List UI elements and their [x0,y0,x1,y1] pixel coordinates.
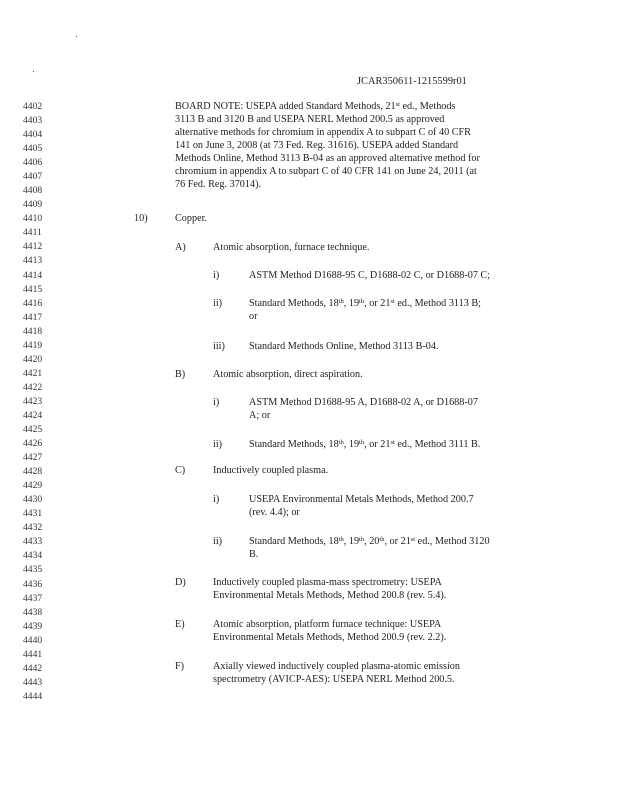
line-number: 4410 [23,213,43,225]
item-line: or [249,311,258,322]
line-number: 4437 [23,592,43,604]
item-line: ASTM Method D1688-95 A, D1688-02 A, or D1688-07 [249,397,478,408]
line-number: 4402 [23,101,43,112]
subsection-line: Environmental Metals Methods, Method 200.8 (rev. 5.4). [213,590,447,601]
subsection-line: Inductively coupled plasma-mass spectrometry: USEPA [213,577,442,588]
line-number: 4408 [23,185,43,197]
line-number: 4421 [23,367,43,379]
scan-speck [33,71,34,72]
line-number: 4416 [23,297,43,309]
line-number: 4404 [23,129,43,141]
line-number: 4424 [23,409,43,421]
line-number: 4413 [23,255,43,267]
subsection-label: C) [175,465,186,476]
section-number: 10) [134,213,148,224]
line-number: 4443 [23,676,43,688]
item-line: Standard Methods, 18th, 19th, or 21st ed., Method 3111 B. [249,439,481,450]
item-line: (rev. 4.4); or [249,507,300,518]
line-number: 4403 [23,115,43,127]
line-number: 4440 [23,634,43,646]
board-note-line: BOARD NOTE: USEPA added Standard Methods, 21st ed., Methods [175,101,456,112]
item-line: USEPA Environmental Metals Methods, Method 200.7 [249,494,474,505]
item-label: ii) [213,298,223,309]
board-note-line: 3113 B and 3120 B and USEPA NERL Method 200.5 as approved [175,114,445,125]
line-number: 4428 [23,466,43,478]
subsection-label: E) [175,619,185,630]
line-number: 4415 [23,283,43,295]
item-label: ii) [213,439,223,450]
line-number: 4409 [23,199,43,211]
subsection-line: spectrometry (AVICP-AES): USEPA NERL Method 200.5. [213,674,455,685]
item-label: i) [213,270,220,281]
line-number: 4414 [23,269,43,281]
item-label: i) [213,397,220,408]
item-line: A; or [249,410,271,421]
line-number: 4439 [23,620,43,632]
line-number: 4412 [23,241,43,253]
subsection-line: Environmental Metals Methods, Method 200.9 (rev. 2.2). [213,632,447,643]
subsection-label: D) [175,577,186,588]
line-number: 4441 [23,648,43,660]
item-line: Standard Methods, 18th, 19th, 20th, or 21st ed., Method 3120 [249,536,490,547]
item-label: iii) [213,341,225,352]
line-number: 4423 [23,395,43,407]
line-number: 4427 [23,452,43,464]
line-number: 4429 [23,480,43,492]
subsection-line: Axially viewed inductively coupled plasma-atomic emission [213,661,460,672]
line-number: 4405 [23,143,43,155]
board-note-line: alternative methods for chromium in appendix A to subpart C of 40 CFR [175,127,471,138]
line-number: 4438 [23,606,43,618]
item-line: Standard Methods Online, Method 3113 B-04. [249,341,439,352]
line-number: 4444 [23,690,43,702]
line-number: 4432 [23,522,43,534]
board-note-line: 76 Fed. Reg. 37014). [175,179,262,190]
section-title: Copper. [175,213,207,224]
scan-speck [76,36,77,37]
item-line: Standard Methods, 18th, 19th, or 21st ed., Method 3113 B; [249,298,481,309]
line-number: 4434 [23,550,43,562]
line-number: 4418 [23,325,43,337]
line-number: 4417 [23,311,43,323]
item-line: B. [249,549,259,560]
item-label: ii) [213,536,223,547]
line-number: 4442 [23,662,43,674]
line-number: 4431 [23,508,43,520]
subsection-label: F) [175,661,185,672]
subsection-label: B) [175,369,186,380]
subsection-title: Atomic absorption, furnace technique. [213,242,370,253]
item-label: i) [213,494,220,505]
line-number: 4411 [23,227,42,239]
subsection-line: Atomic absorption, platform furnace technique: USEPA [213,619,442,630]
line-number: 4433 [23,536,43,548]
line-number: 4425 [23,424,43,436]
item-line: ASTM Method D1688-95 C, D1688-02 C, or D1688-07 C; [249,270,491,281]
line-number: 4426 [23,438,43,450]
subsection-title: Atomic absorption, direct aspiration. [213,369,363,380]
line-number: 4407 [23,171,43,183]
subsection-label: A) [175,242,186,253]
board-note-line: 141 on June 3, 2008 (at 73 Fed. Reg. 31616). USEPA added Standard [175,140,459,151]
board-note-line: Methods Online, Method 3113 B-04 as an approved alternative method for [175,153,480,164]
line-number: 4419 [23,339,43,351]
line-number: 4436 [23,578,43,590]
line-number: 4420 [23,353,43,365]
line-number: 4430 [23,494,43,506]
line-number: 4422 [23,381,43,393]
line-number: 4406 [23,157,43,169]
subsection-title: Inductively coupled plasma. [213,465,329,476]
document-id: JCAR350611-1215599r01 [357,76,467,87]
board-note-line: chromium in appendix A to subpart C of 40 CFR 141 on June 24, 2011 (at [175,166,477,177]
line-number: 4435 [23,564,43,576]
